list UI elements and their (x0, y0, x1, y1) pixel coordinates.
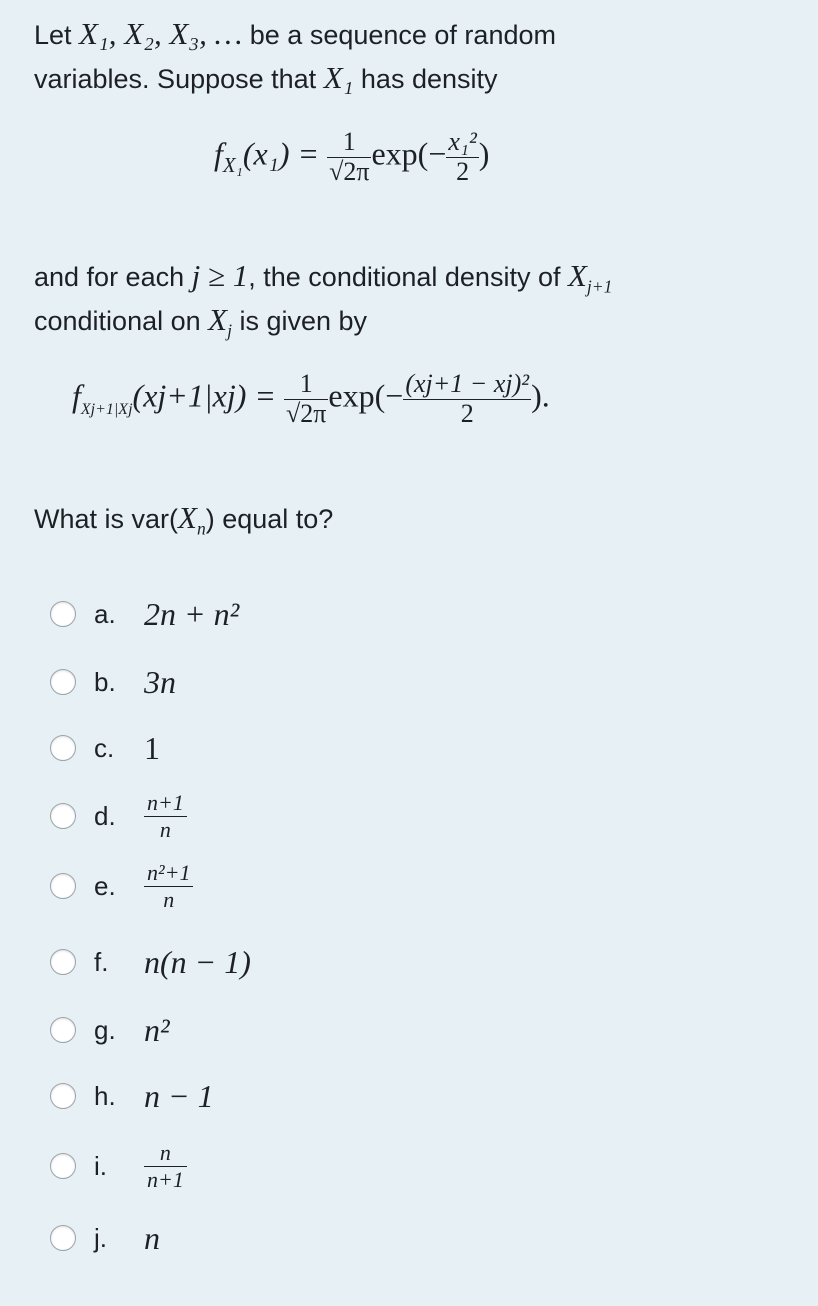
option-letter-b: b. (94, 666, 116, 697)
radio-button-c[interactable] (50, 735, 76, 761)
answer-option-h[interactable] (50, 1076, 214, 1116)
answer-option-d[interactable] (50, 790, 187, 842)
eq2-closing-paren: ). (531, 377, 550, 414)
eq1-function-symbol: f (214, 135, 223, 172)
eq2-function-symbol: f (72, 377, 81, 414)
question-given-line (34, 298, 367, 352)
j-condition: j ≥ 1 (191, 258, 249, 293)
eq2-normalizing-fraction (284, 370, 328, 428)
answer-option-g[interactable] (50, 1010, 170, 1050)
question-intro-line (34, 12, 556, 57)
option-letter-j: j. (94, 1222, 107, 1253)
eq2-exponent-numerator: (xj+1 − xj)² (405, 369, 530, 398)
conditional-text-before: and for each (34, 262, 192, 292)
answer-option-c[interactable] (50, 728, 160, 768)
option-letter-i: i. (94, 1150, 107, 1181)
option-letter-d: d. (94, 800, 116, 831)
x1-variable: X₁ (323, 60, 354, 95)
given-text-before: conditional on (34, 306, 209, 336)
conditional-text-middle: , the conditional density of (248, 262, 568, 292)
option-value-e (144, 860, 193, 912)
option-letter-c: c. (94, 732, 115, 763)
x-j-plus-1-variable: X (567, 258, 587, 293)
conditional-density-equation (72, 370, 550, 428)
eq1-fraction-numerator: 1 (342, 127, 356, 156)
eq1-exponent-numerator: x₁² (448, 127, 477, 156)
option-value-g: n² (144, 1011, 170, 1048)
question-prompt (34, 496, 333, 550)
option-value-i (144, 1140, 187, 1192)
option-e-numerator: n²+1 (147, 860, 191, 886)
marginal-density-equation (214, 128, 489, 186)
eq1-function-subscript: X₁ (222, 153, 243, 177)
eq1-exp-function: exp(− (371, 135, 447, 172)
answer-option-j[interactable] (50, 1218, 160, 1258)
given-text-after: is given by (231, 306, 368, 336)
answer-option-f[interactable] (50, 942, 251, 982)
option-letter-e: e. (94, 870, 116, 901)
option-letter-h: h. (94, 1080, 116, 1111)
option-i-numerator: n (159, 1140, 171, 1166)
x-n-variable: X (178, 500, 197, 535)
answer-option-a[interactable] (50, 594, 239, 634)
radio-button-j[interactable] (50, 1225, 76, 1251)
option-value-c: 1 (144, 729, 160, 766)
density-text-before: variables. Suppose that (34, 64, 324, 94)
eq2-function-subscript: Xj+1|Xj (80, 400, 133, 418)
radio-button-e[interactable] (50, 873, 76, 899)
option-value-b: 3n (144, 663, 176, 700)
option-i-denominator: n+1 (144, 1166, 187, 1192)
answer-option-i[interactable] (50, 1140, 187, 1192)
eq1-normalizing-fraction (327, 128, 371, 186)
radio-button-g[interactable] (50, 1017, 76, 1043)
eq2-exponent-fraction (403, 370, 531, 428)
x-j-plus-1-subscript: j+1 (586, 276, 613, 297)
option-value-a: 2n + n² (144, 595, 240, 632)
prompt-text-before: What is var( (34, 504, 179, 534)
eq1-exponent-denominator: 2 (446, 157, 478, 187)
radio-button-h[interactable] (50, 1083, 76, 1109)
eq1-argument: (x₁) = (242, 135, 320, 172)
eq2-fraction-numerator: 1 (299, 369, 313, 398)
option-value-f: n(n − 1) (144, 943, 251, 980)
eq1-fraction-denominator: √2π (329, 156, 370, 186)
x-n-subscript: n (196, 518, 206, 539)
radio-button-f[interactable] (50, 949, 76, 975)
intro-text-before: Let (34, 20, 80, 50)
eq1-closing-paren: ) (478, 135, 490, 172)
x-j-subscript: j (227, 320, 232, 341)
question-density-line (34, 56, 498, 101)
option-letter-f: f. (94, 946, 109, 977)
option-value-d (144, 790, 187, 842)
radio-button-a[interactable] (50, 601, 76, 627)
answer-option-e[interactable] (50, 860, 193, 912)
eq2-argument: (xj+1|xj) = (132, 377, 277, 414)
radio-button-i[interactable] (50, 1153, 76, 1179)
option-d-numerator: n+1 (147, 790, 184, 816)
prompt-text-after: ) equal to? (205, 504, 334, 534)
radio-button-d[interactable] (50, 803, 76, 829)
sequence-expression: X₁, X₂, X₃, … (79, 16, 243, 51)
eq2-fraction-denominator: √2π (286, 398, 327, 428)
option-value-j: n (144, 1219, 160, 1256)
radio-button-b[interactable] (50, 669, 76, 695)
eq2-exponent-denominator: 2 (403, 399, 531, 429)
eq1-exponent-fraction (446, 128, 478, 186)
option-d-denominator: n (144, 816, 187, 842)
option-value-h: n − 1 (144, 1077, 214, 1114)
intro-text-after: be a sequence of random (242, 20, 556, 50)
option-e-denominator: n (144, 886, 193, 912)
eq2-exp-function: exp(− (328, 377, 404, 414)
density-text-after: has density (353, 64, 498, 94)
option-letter-a: a. (94, 598, 116, 629)
option-letter-g: g. (94, 1014, 116, 1045)
answer-option-b[interactable] (50, 662, 176, 702)
x-j-variable: X (208, 302, 228, 337)
